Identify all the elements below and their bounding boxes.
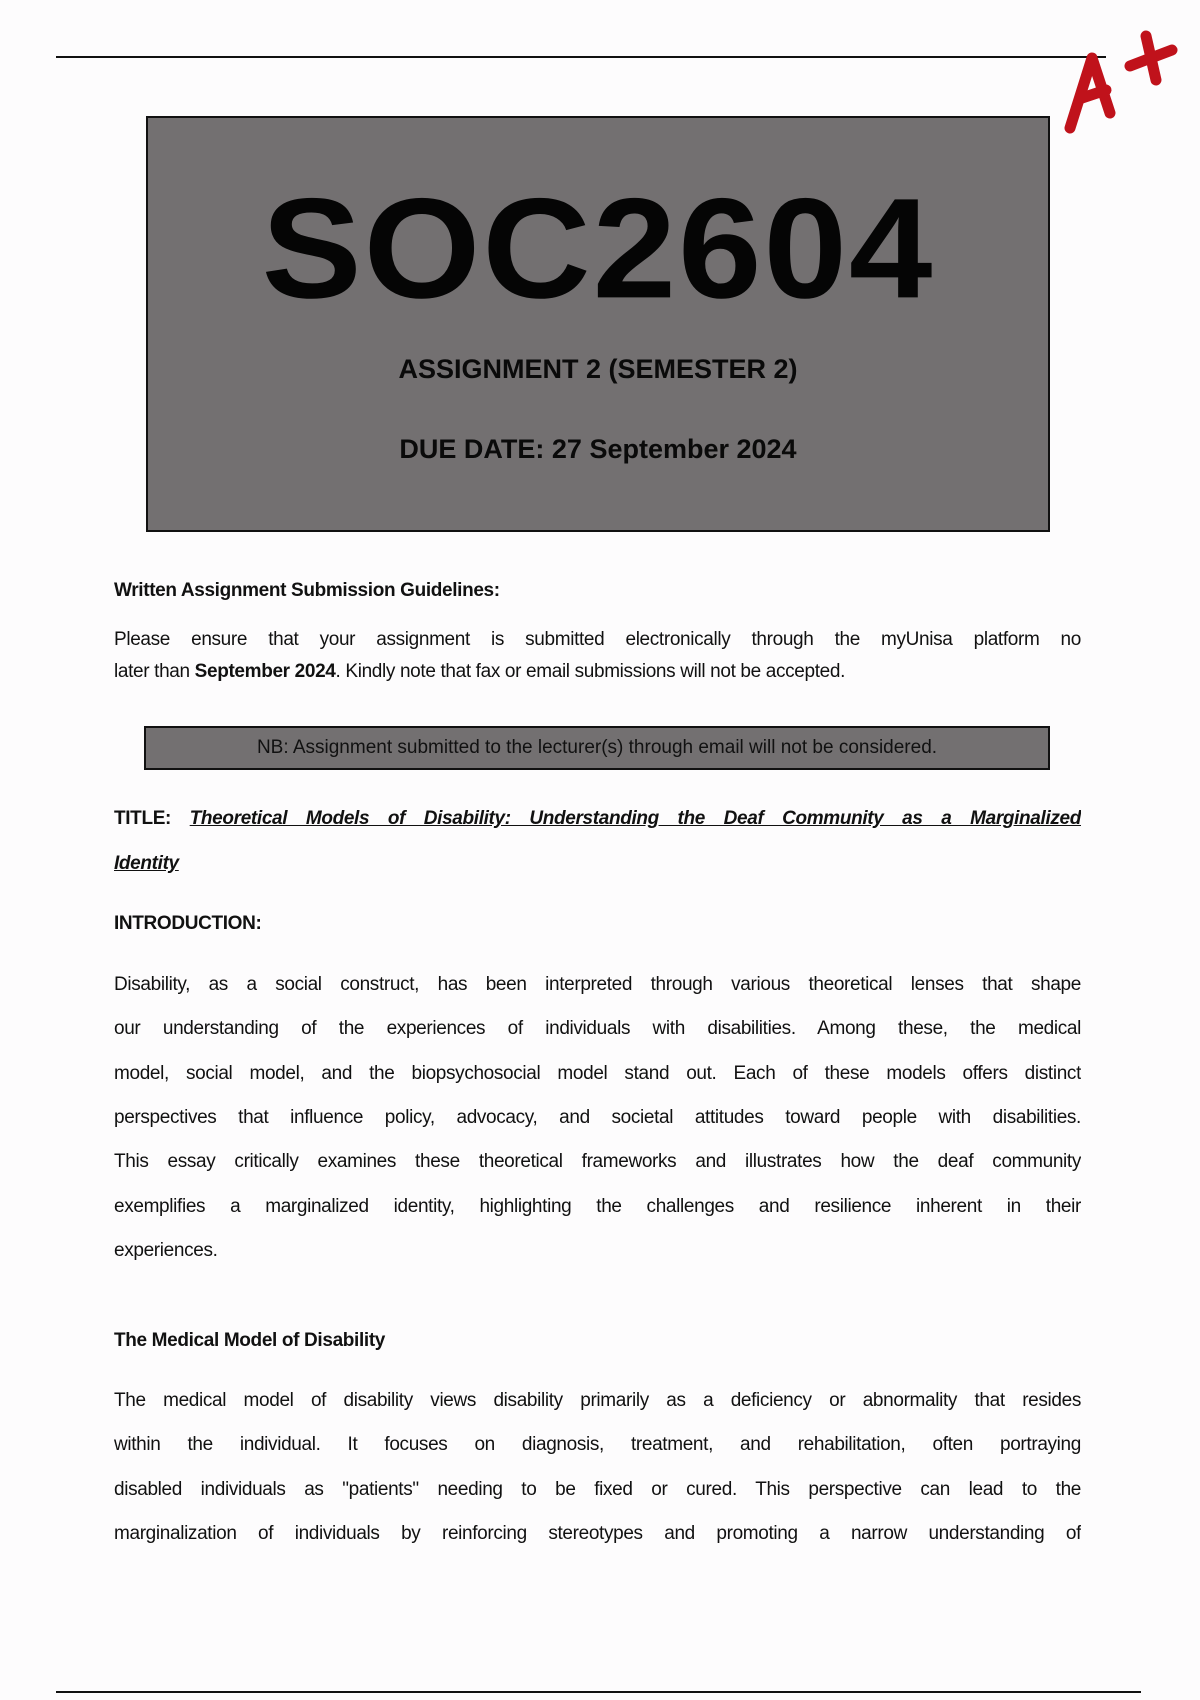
grade-a-plus-stamp xyxy=(1060,28,1180,138)
title-text: Theoretical Models of Disability: Understanding the Deaf Community as a Marginalized xyxy=(189,808,1081,829)
paragraph-line: model, social model, and the biopsychosocial model stand out. Each of these models offers distinct xyxy=(114,1063,1081,1084)
cover-box xyxy=(146,116,1050,532)
paragraph-line: marginalization of individuals by reinforcing stereotypes and promoting a narrow understanding of xyxy=(114,1523,1081,1544)
header-rule xyxy=(56,56,1106,58)
assignment-label: ASSIGNMENT 2 (SEMESTER 2) xyxy=(398,354,798,384)
guidelines-line: Please ensure that your assignment is submitted electronically through the myUnisa platform no xyxy=(114,629,1081,650)
paragraph-line: This essay critically examines these theoretical frameworks and illustrates how the deaf community xyxy=(114,1151,1081,1172)
essay-title xyxy=(114,808,1081,834)
introduction-heading: INTRODUCTION: xyxy=(114,913,262,934)
due-date: DUE DATE: 27 September 2024 xyxy=(399,434,797,464)
paragraph-line: exemplifies a marginalized identity, highlighting the challenges and resilience inherent in their xyxy=(114,1196,1081,1217)
paragraph-line: within the individual. It focuses on diagnosis, treatment, and rehabilitation, often portraying xyxy=(114,1434,1081,1455)
guidelines-heading: Written Assignment Submission Guidelines: xyxy=(114,580,500,601)
deadline-bold: September 2024 xyxy=(194,661,336,682)
paragraph-line: our understanding of the experiences of individuals with disabilities. Among these, the medical xyxy=(114,1018,1081,1039)
guidelines-text xyxy=(114,661,845,683)
paragraph-line: The medical model of disability views disability primarily as a deficiency or abnormality that resides xyxy=(114,1390,1081,1411)
footer-rule xyxy=(56,1691,1141,1693)
guidelines-text xyxy=(114,629,1081,655)
guidelines-line: . Kindly note that fax or email submissions will not be accepted. xyxy=(335,661,846,682)
paragraph-line: Disability, as a social construct, has been interpreted through various theoretical lenses that shape xyxy=(114,974,1081,995)
medical-model-heading: The Medical Model of Disability xyxy=(114,1330,386,1351)
paragraph-line: experiences. xyxy=(114,1240,218,1261)
title-label: TITLE: xyxy=(114,808,190,829)
guidelines-line: later than xyxy=(114,661,195,682)
email-notice: NB: Assignment submitted to the lecturer(s) through email will not be considered. xyxy=(144,726,1050,770)
course-code: SOC2604 xyxy=(261,168,935,328)
paragraph-line: disabled individuals as "patients" needing to be fixed or cured. This perspective can lead to the xyxy=(114,1479,1081,1500)
paragraph-line: perspectives that influence policy, advocacy, and societal attitudes toward people with disabilities. xyxy=(114,1107,1081,1128)
title-text: Identity xyxy=(114,853,179,874)
